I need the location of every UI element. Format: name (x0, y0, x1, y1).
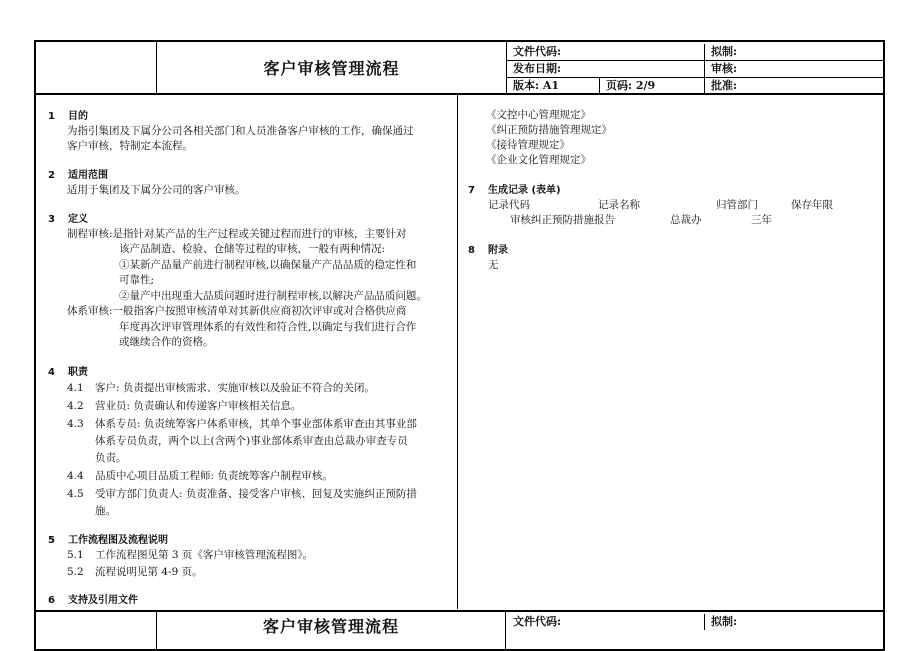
section-7-heading (468, 183, 561, 199)
next-page-header-row (507, 614, 883, 630)
s3-line-5: ②量产中出现重大品质问题时进行制程审核,以解决产品品质问题。 (119, 290, 427, 302)
s4-item-5-number: 4.5 (67, 488, 84, 500)
header-row-1 (507, 44, 883, 61)
section-number: 5 (48, 535, 55, 546)
approver-label: 批准: (711, 79, 738, 92)
s5-item-2: 流程说明见第 4-9 页。 (95, 566, 203, 578)
page-label: 页码: 2/9 (600, 78, 705, 94)
section-number: 8 (468, 245, 475, 256)
section-number: 6 (48, 595, 55, 606)
s2-line-1: 适用于集团及下属分公司的客户审核。 (67, 184, 246, 196)
s3-line-3: ①某新产品量产前进行制程审核,以确保量产产品品质的稳定性和 (119, 259, 417, 271)
doc-code-label: 文件代码: (507, 44, 705, 60)
section-1-heading (48, 109, 88, 125)
next-page-title: 客户审核管理流程 (157, 612, 506, 651)
reference-doc: 《接待管理规定》 (486, 139, 570, 151)
s3-line-2: 该产品制造、检验、仓储等过程的审核，一般有两种情况: (119, 243, 386, 255)
s3-line-6: 体系审核:一般指客户按照审核清单对其新供应商初次评审或对合格供应商 (67, 305, 407, 317)
version-label: 版本: A1 (507, 78, 600, 94)
s1-line-2: 客户审核，特制定本流程。 (67, 140, 193, 152)
section-title: 附录 (488, 245, 508, 256)
section-title: 职责 (68, 367, 88, 378)
reference-doc: 《企业文化管理规定》 (486, 154, 591, 166)
records-header-years: 保存年限 (791, 199, 833, 211)
left-column (36, 95, 458, 609)
doc-code-label: 文件代码: (507, 614, 705, 630)
s4-item-4: 品质中心项目品质工程师: 负责统筹客户制程审核。 (95, 470, 333, 482)
record-dept: 总裁办 (670, 214, 702, 226)
section-title: 定义 (68, 214, 88, 225)
section-title: 工作流程图及流程说明 (68, 535, 168, 546)
section-number: 3 (48, 214, 55, 225)
section-number: 2 (48, 170, 55, 181)
section-title: 生成记录 (表单) (488, 185, 561, 196)
reference-doc: 《纠正预防措施管理规定》 (486, 124, 612, 136)
s5-item-2-number: 5.2 (67, 566, 84, 578)
s4-item-5-line-2: 施。 (95, 505, 116, 517)
reviewer-label: 审核: (711, 62, 738, 75)
section-number: 7 (468, 185, 475, 196)
section-2-heading (48, 168, 108, 184)
s4-item-3-number: 4.3 (67, 418, 84, 430)
record-years: 三年 (751, 214, 772, 226)
s5-item-1: 工作流程图见第 3 页《客户审核管理流程图》。 (95, 549, 314, 561)
s1-line-1: 为指引集团及下属分公司各相关部门和人员准备客户审核的工作，确保通过 (67, 125, 414, 137)
section-number: 4 (48, 367, 55, 378)
section-title: 目的 (68, 111, 88, 122)
document-header (36, 42, 883, 95)
s3-line-1: 制程审核:是指针对某产品的生产过程或关键过程而进行的审核，主要针对 (67, 228, 407, 240)
section-5-heading (48, 533, 168, 549)
header-row-2 (507, 61, 883, 78)
document-title: 客户审核管理流程 (157, 42, 507, 93)
reference-doc: 《文控中心管理规定》 (486, 109, 591, 121)
drafter-label: 拟制: (711, 615, 738, 628)
s4-item-4-number: 4.4 (67, 470, 84, 482)
header-row-3 (507, 78, 883, 94)
right-column (458, 95, 883, 609)
s4-item-2-number: 4.2 (67, 400, 84, 412)
logo-cell (36, 42, 157, 93)
s4-item-1-number: 4.1 (67, 382, 84, 394)
section-number: 1 (48, 111, 55, 122)
drafter-label: 拟制: (711, 45, 738, 58)
s3-line-8: 或继续合作的资格。 (119, 336, 214, 348)
section-8-heading (468, 243, 508, 259)
s3-line-4: 可靠性; (119, 274, 155, 286)
s4-item-5-line-1: 受审方部门负责人: 负责准备、接受客户审核、回复及实施纠正预防措 (95, 488, 417, 500)
section-title: 支持及引用文件 (68, 595, 138, 606)
section-4-heading (48, 365, 88, 381)
s5-item-1-number: 5.1 (67, 549, 84, 561)
record-name: 审核纠正预防措施报告 (510, 214, 615, 226)
s4-item-3-line-1: 体系专员: 负责统筹客户体系审核，其单个事业部体系审查由其事业部 (95, 418, 417, 430)
section-title: 适用范围 (68, 170, 108, 181)
records-header-dept: 归管部门 (716, 199, 758, 211)
s4-item-3-line-2: 体系专员负责，两个以上(含两个)事业部体系审查由总裁办审查专员 (95, 435, 408, 447)
appendix-content: 无 (488, 259, 499, 271)
section-6-heading (48, 593, 138, 609)
s4-item-1: 客户: 负责提出审核需求、实施审核以及验证不符合的关闭。 (95, 382, 375, 394)
issue-date-label: 发布日期: (507, 61, 705, 77)
records-header-code: 记录代码 (488, 199, 530, 211)
next-page-header (36, 610, 883, 651)
s4-item-3-line-3: 负责。 (95, 452, 127, 464)
records-header-name: 记录名称 (598, 199, 640, 211)
s3-line-7: 年度再次评审管理体系的有效性和符合性,以确定与我们进行合作 (119, 321, 417, 333)
document-page (34, 40, 885, 651)
logo-cell (36, 612, 157, 651)
section-3-heading (48, 212, 88, 228)
s4-item-2: 营业员: 负责确认和传递客户审核相关信息。 (95, 400, 302, 412)
